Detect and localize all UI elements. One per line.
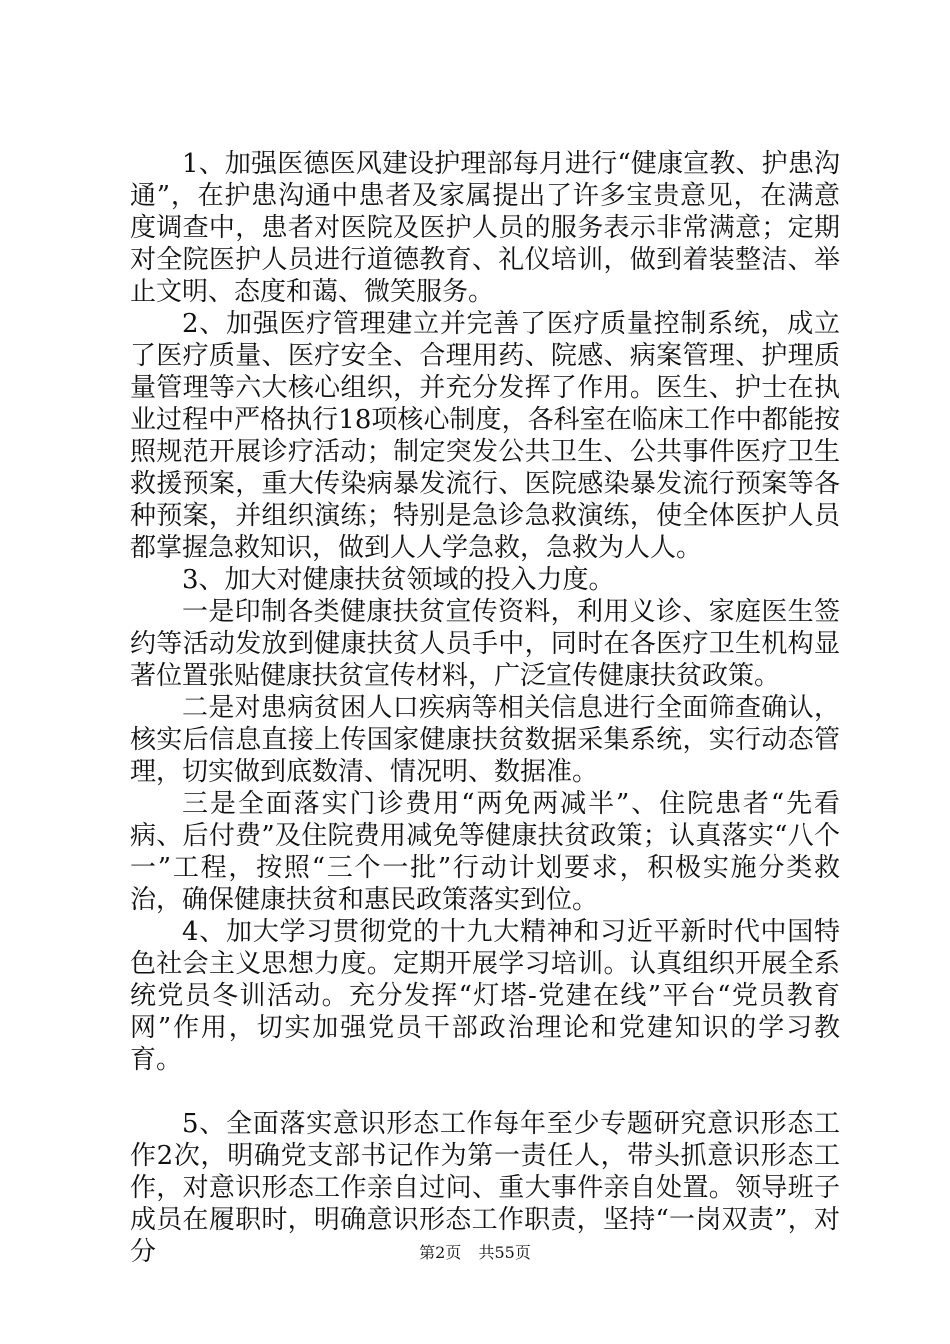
paragraph-4: 4、加大学习贯彻党的十九大精神和习近平新时代中国特色社会主义思想力度。定期开展学习培训。认真组织开展全系统党员冬训活动。充分发挥“灯塔-党建在线”平台“党员教育网”作用，切实加强党员干部政治理论和党建知识的学习教育。	[130, 917, 840, 1075]
paragraph-1: 1、加强医德医风建设护理部每月进行“健康宣教、护患沟通”，在护患沟通中患者及家属提出了许多宝贵意见，在满意度调查中，患者对医院及医护人员的服务表示非常满意；定期对全院医护人员进行道德教育、礼仪培训，做到着装整洁、举止文明、态度和蔼、微笑服务。	[130, 149, 840, 307]
document-body	[130, 148, 840, 1268]
paragraph-3-item-1: 一是印制各类健康扶贫宣传资料，利用义诊、家庭医生签约等活动发放到健康扶贫人员手中，同时在各医疗卫生机构显著位置张贴健康扶贫宣传材料，广泛宣传健康扶贫政策。	[130, 597, 840, 691]
paragraph-3-item-2: 二是对患病贫困人口疾病等相关信息进行全面筛查确认，核实后信息直接上传国家健康扶贫数据采集系统，实行动态管理，切实做到底数清、情况明、数据准。	[130, 693, 840, 787]
page-total: 共55页	[478, 1243, 531, 1262]
paragraph-2: 2、加强医疗管理建立并完善了医疗质量控制系统，成立了医疗质量、医疗安全、合理用药、院感、病案管理、护理质量管理等六大核心组织，并充分发挥了作用。医生、护士在执业过程中严格执行18项核心制度，各科室在临床工作中都能按照规范开展诊疗活动；制定突发公共卫生、公共事件医疗卫生救援预案，重大传染病暴发流行、医院感染暴发流行预案等各种预案，并组织演练；特别是急诊急救演练，使全体医护人员都掌握急救知识，做到人人学急救，急救为人人。	[130, 309, 840, 563]
paragraph-3-item-3: 三是全面落实门诊费用“两免两减半”、住院患者“先看病、后付费”及住院费用减免等健康扶贫政策；认真落实“八个一”工程，按照“三个一批”行动计划要求，积极实施分类救治，确保健康扶贫和惠民政策落实到位。	[130, 789, 840, 915]
paragraph-spacer	[130, 1076, 840, 1108]
paragraph-5: 5、全面落实意识形态工作每年至少专题研究意识形态工作2次，明确党支部书记作为第一责任人，带头抓意识形态工作，对意识形态工作亲自过问、重大事件亲自处置。领导班子成员在履职时，明确意识形态工作职责，坚持“一岗双责”，对分	[130, 1109, 840, 1267]
page-number: 第2页	[419, 1243, 462, 1262]
page-footer	[0, 1240, 950, 1263]
paragraph-3: 3、加大对健康扶贫领域的投入力度。	[182, 565, 615, 595]
